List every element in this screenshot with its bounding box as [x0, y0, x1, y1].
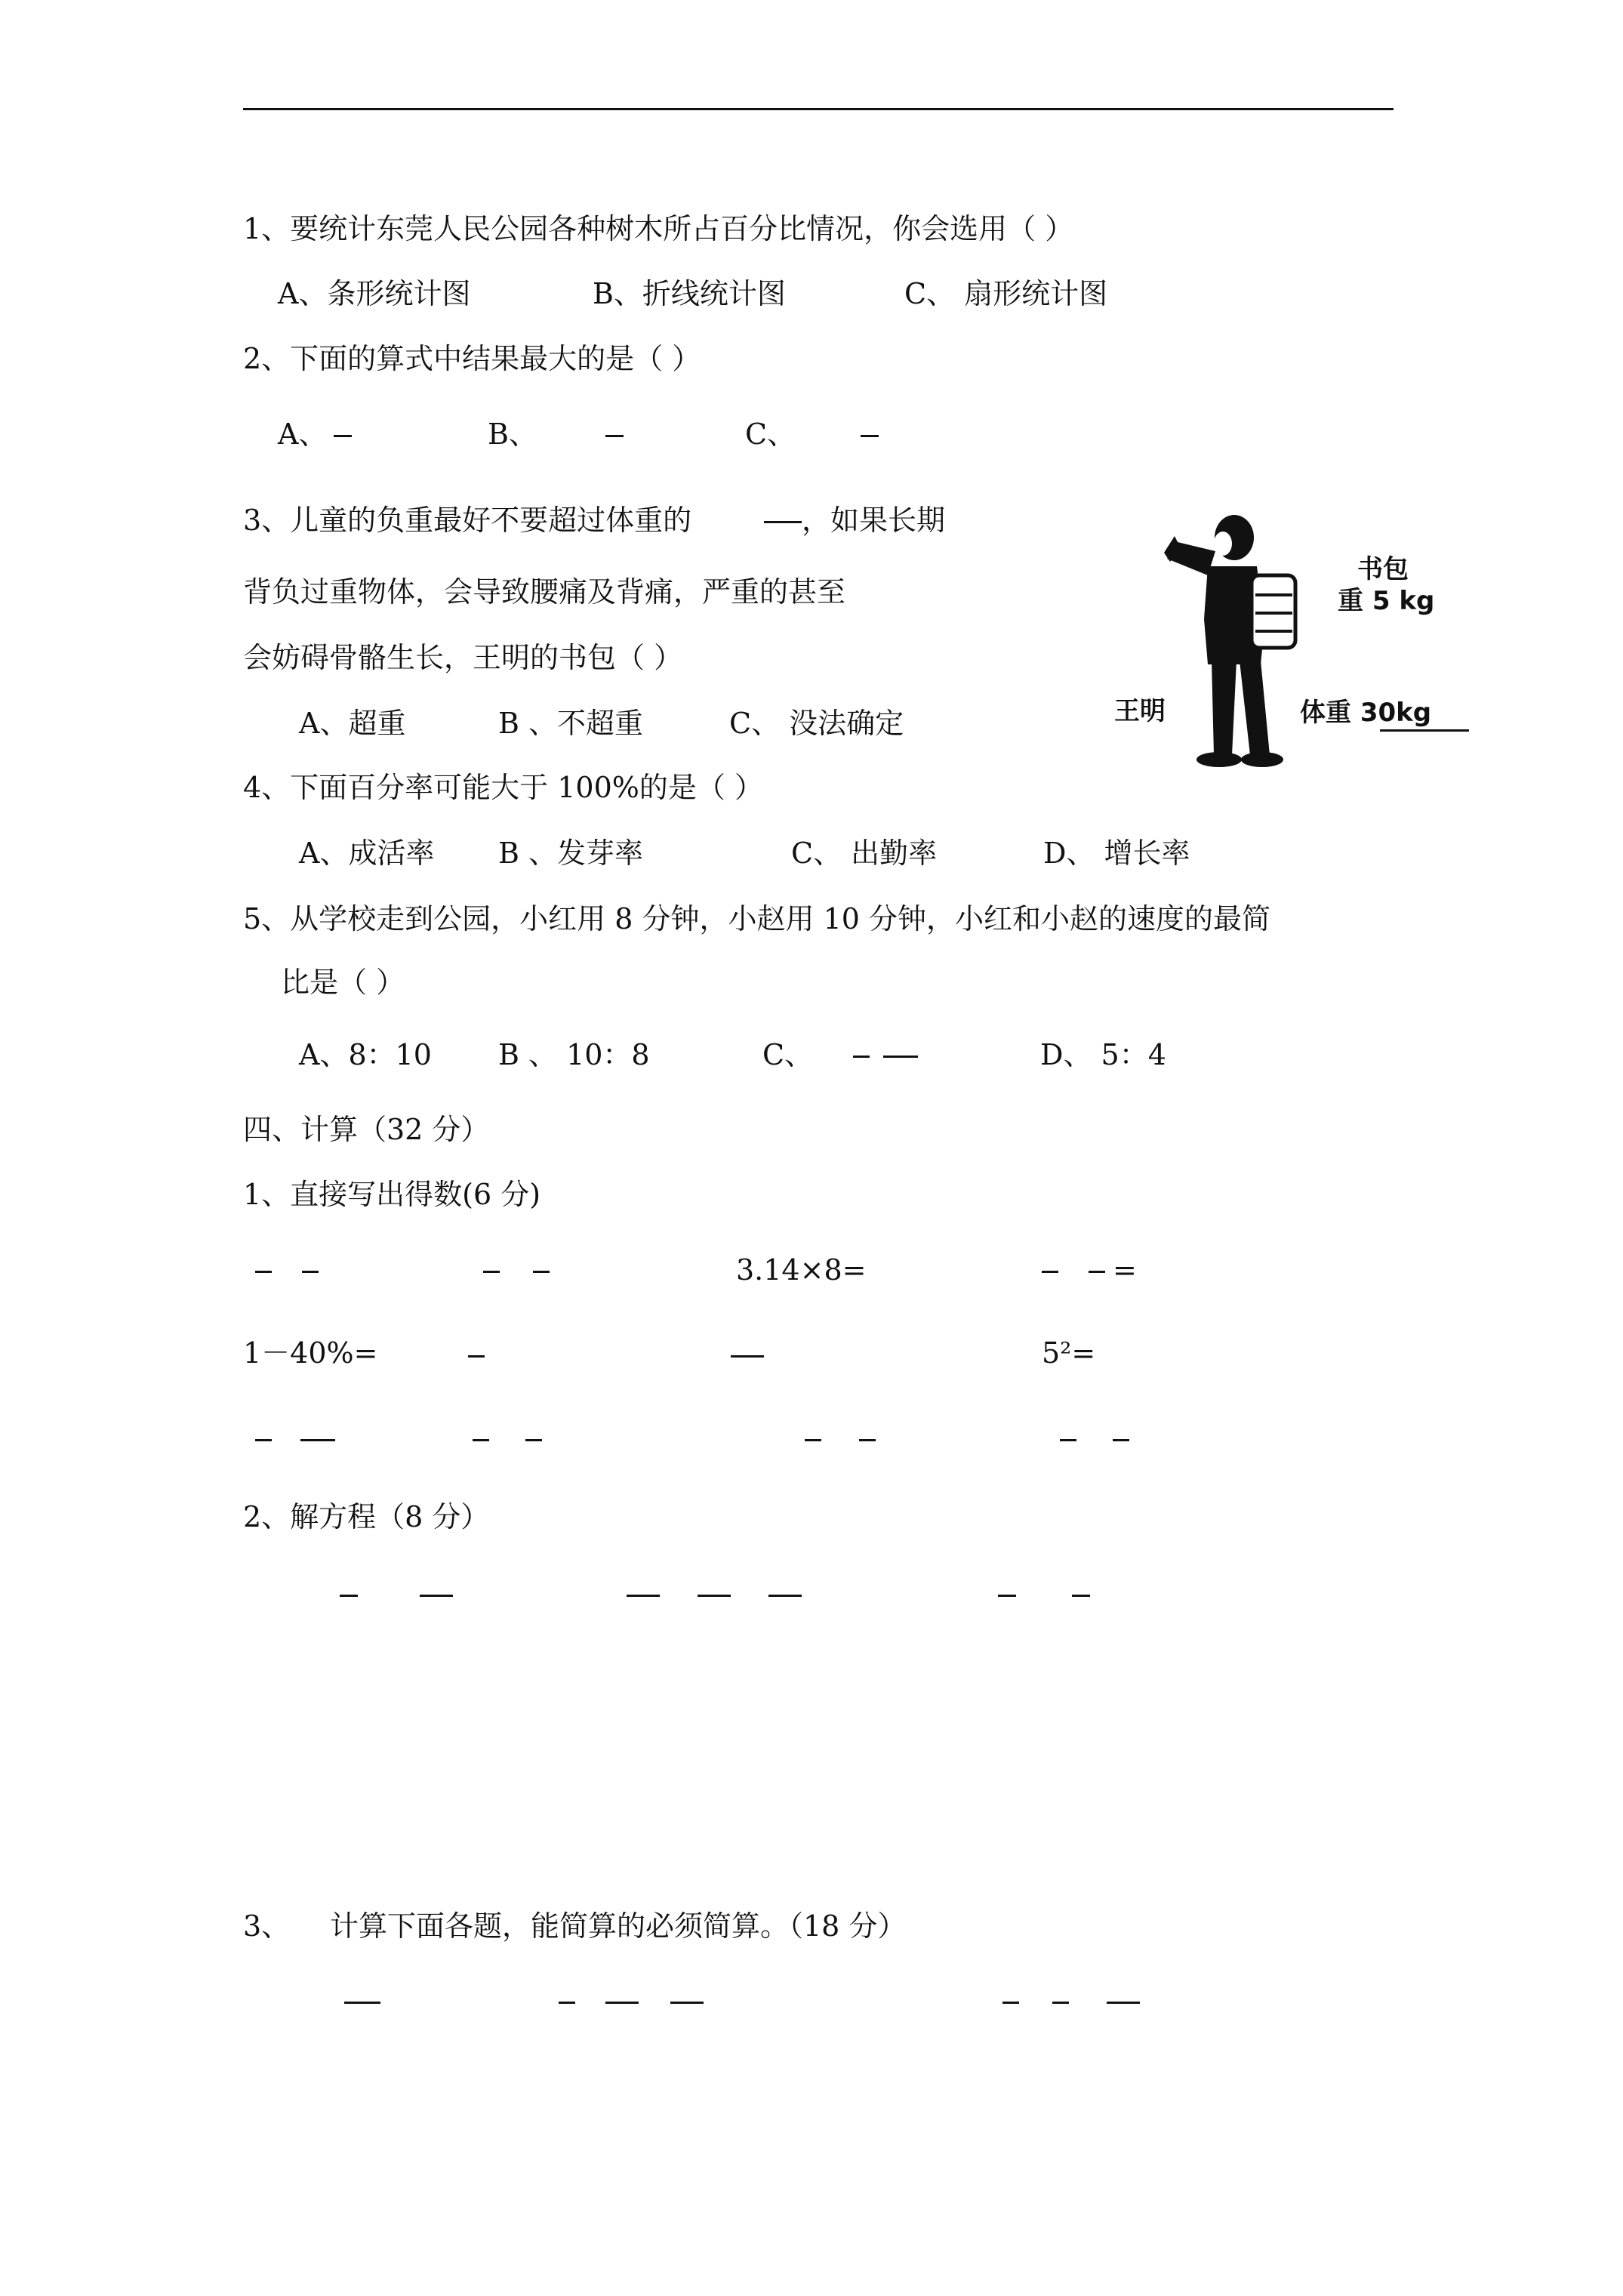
r3c2-frac-b — [525, 1439, 542, 1441]
r3c4-frac-b — [1113, 1439, 1129, 1441]
r3c4-frac-a — [1060, 1439, 1076, 1441]
r1c2-frac-a — [483, 1271, 500, 1273]
r2c4-expr: 5²= — [1042, 1336, 1096, 1370]
q2-fraction-a — [334, 435, 352, 437]
q2-fraction-c — [861, 435, 879, 437]
r3c1-frac-a — [255, 1439, 272, 1441]
q3-fraction — [764, 521, 802, 523]
r1c4-frac-b — [1089, 1271, 1105, 1273]
figure-body-weight: 体重 30kg — [1300, 698, 1432, 728]
eq3-frac-b — [1072, 1595, 1090, 1597]
r1c4-frac-a — [1042, 1271, 1058, 1273]
part2-title: 2、解方程（8 分） — [243, 1500, 490, 1533]
q2-option-b: B、 — [488, 418, 537, 451]
header-rule — [243, 108, 1394, 110]
r1c1-frac-a — [255, 1271, 272, 1273]
eq1-frac-b — [420, 1595, 453, 1597]
r2c1-expr: 1－40%= — [243, 1336, 378, 1370]
calc1-frac — [344, 2002, 380, 2004]
eq3-frac-a — [998, 1595, 1016, 1597]
q4-option-d: D、 增长率 — [1043, 837, 1190, 870]
q5-fraction-c1 — [853, 1056, 870, 1058]
q1-stem: 1、要统计东莞人民公园各种树木所占百分比情况，你会选用（ ） — [243, 212, 1074, 245]
part1-title: 1、直接写出得数(6 分) — [243, 1178, 541, 1211]
q2-fraction-b — [605, 435, 624, 437]
q3-option-a: A、超重 — [299, 707, 406, 740]
r1c2-frac-b — [533, 1271, 550, 1273]
q5-option-d: D、 5：4 — [1040, 1038, 1166, 1071]
q4-stem: 4、下面百分率可能大于 100%的是（ ） — [243, 771, 763, 804]
q5-option-b: B 、 10：8 — [498, 1038, 650, 1071]
q3-line1-end: ，如果长期 — [802, 504, 946, 537]
r3c3-frac-b — [859, 1439, 876, 1441]
r2c2-frac — [468, 1355, 485, 1358]
calc2-frac-c — [670, 2002, 704, 2004]
figure-bag-weight: 重 5 kg — [1338, 586, 1435, 616]
q2-option-a: A、 — [278, 418, 328, 451]
q3-line3: 会妨碍骨骼生长，王明的书包（ ） — [243, 641, 683, 674]
q5-stem-line2: 比是（ ） — [281, 966, 405, 999]
part3-title: 计算下面各题，能简算的必须简算。（18 分） — [330, 1909, 907, 1943]
r3c3-frac-a — [805, 1439, 821, 1441]
q5-stem-line1: 5、从学校走到公园，小红用 8 分钟，小赵用 10 分钟，小红和小赵的速度的最简 — [243, 902, 1271, 935]
q5-fraction-c2 — [883, 1056, 918, 1058]
r3c1-frac-b — [300, 1439, 335, 1441]
r1c3-expr: 3.14×8= — [736, 1253, 867, 1287]
r2c3-frac — [731, 1355, 764, 1358]
calc2-frac-a — [559, 2002, 575, 2004]
calc3-frac-c — [1107, 2002, 1140, 2004]
q2-option-c: C、 — [745, 418, 796, 451]
q5-option-a: A、8：10 — [299, 1038, 432, 1071]
q3-option-b: B 、不超重 — [498, 707, 644, 740]
q5-option-c: C、 — [762, 1038, 814, 1071]
q3-line1-start: 3、儿童的负重最好不要超过体重的 — [243, 504, 692, 537]
calc3-frac-a — [1002, 2002, 1019, 2004]
r1c4-equals: = — [1113, 1253, 1137, 1287]
figure-weight-underline — [1380, 729, 1469, 732]
q1-option-c: C、 扇形统计图 — [904, 277, 1108, 310]
eq2-frac-a — [627, 1595, 660, 1597]
q1-option-a: A、条形统计图 — [278, 277, 471, 310]
q3-option-c: C、 没法确定 — [729, 707, 904, 740]
figure-name-label: 王明 — [1114, 696, 1166, 726]
calc2-frac-b — [605, 2002, 639, 2004]
r3c2-frac-a — [473, 1439, 489, 1441]
q3-line2: 背负过重物体，会导致腰痛及背痛，严重的甚至 — [243, 575, 846, 609]
figure-bag-label: 书包 — [1357, 554, 1409, 584]
schoolboy-illustration — [1102, 506, 1480, 778]
q4-option-c: C、 出勤率 — [791, 837, 938, 870]
r1c1-frac-b — [302, 1271, 319, 1273]
eq2-frac-c — [768, 1595, 802, 1597]
schoolboy-figure — [1102, 506, 1480, 778]
section4-title: 四、计算（32 分） — [243, 1113, 490, 1146]
q1-option-b: B、折线统计图 — [593, 277, 786, 310]
calc3-frac-b — [1052, 2002, 1069, 2004]
q4-option-b: B 、发芽率 — [498, 837, 644, 870]
part3-number: 3、 — [243, 1909, 291, 1943]
eq1-frac-a — [340, 1595, 358, 1597]
eq2-frac-b — [698, 1595, 731, 1597]
q4-option-a: A、成活率 — [299, 837, 435, 870]
q2-stem: 2、下面的算式中结果最大的是（ ） — [243, 342, 701, 375]
